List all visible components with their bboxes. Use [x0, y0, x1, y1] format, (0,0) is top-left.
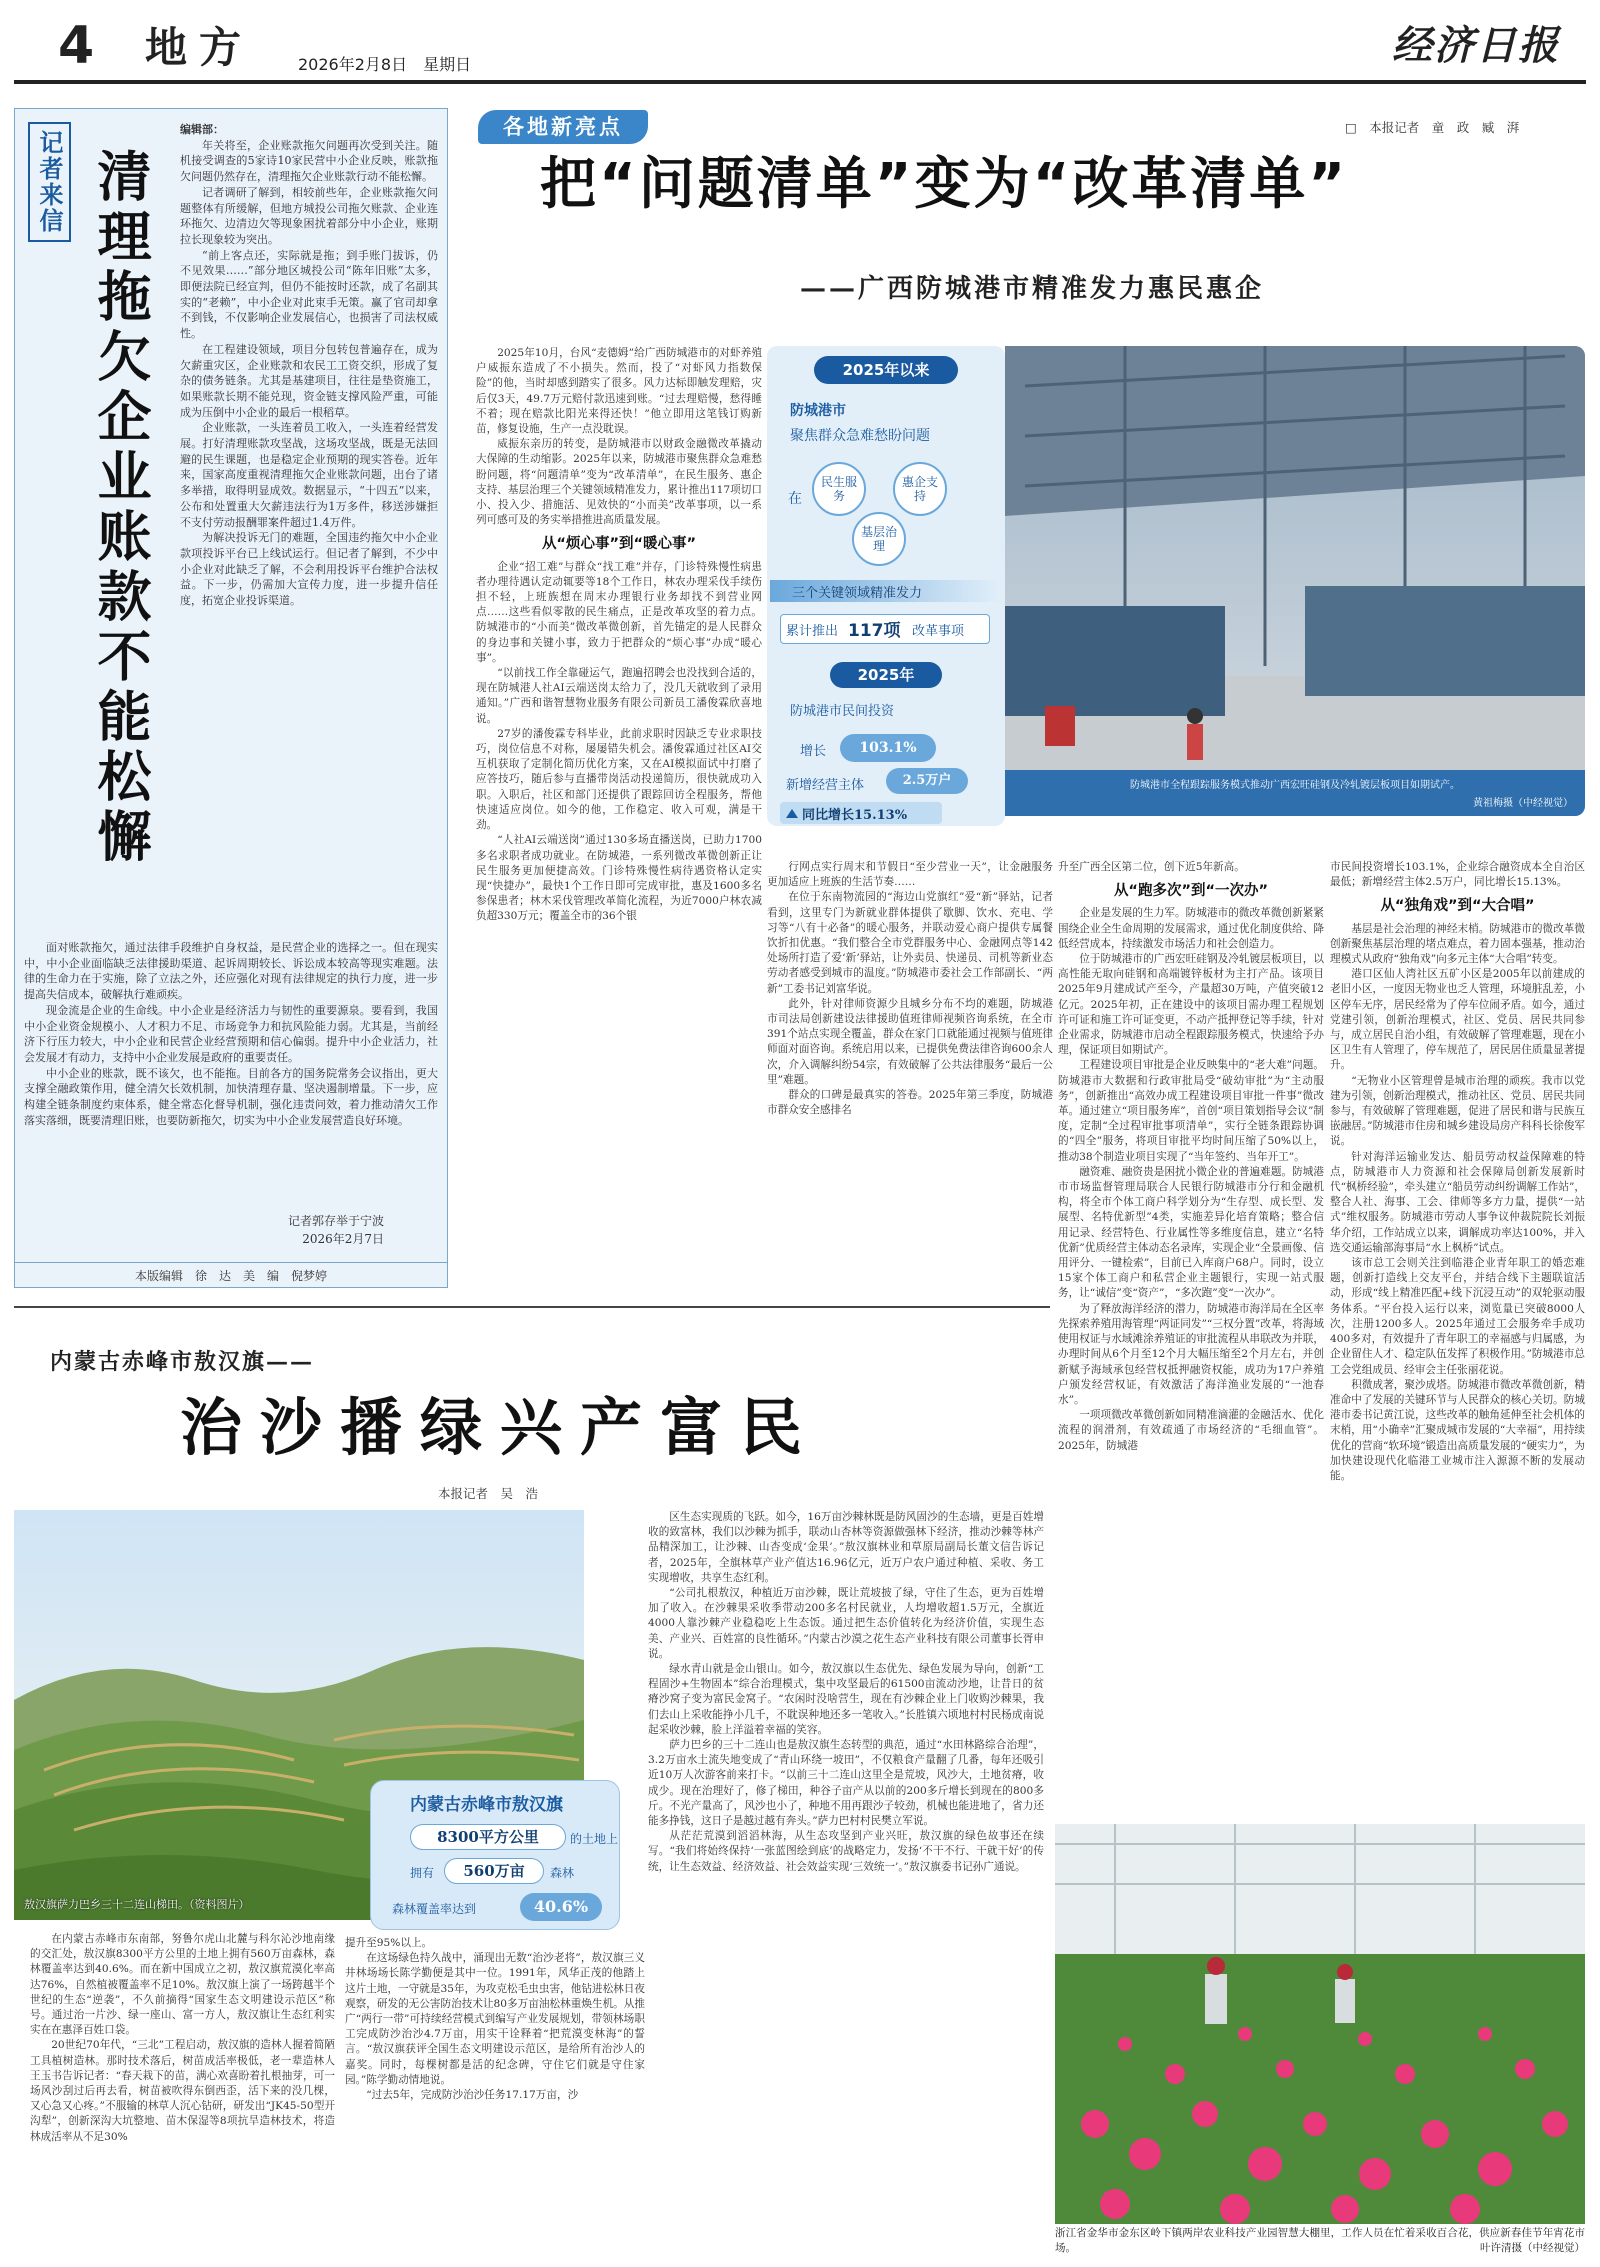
article-paragraph: 升至广西全区第二位，创下近5年新高。 — [1058, 861, 1245, 873]
bottom-col-1 — [30, 1932, 335, 2257]
bottom-kicker: 内蒙古赤峰市敖汉旗—— — [50, 1349, 315, 1375]
letter-paragraph: 现金流是企业的生命线。中小企业是经济活力与韧性的重要源泉。要看到，我国中小企业资金规模小、人才积力不足、市场竞争力和抗风险能力弱。尤其是，当前经济下行压力较大，中小企业和民营企业经营预期和信心偏弱。提升中小企业活力，社会发展才有动力，支持中小企业发展是政府的重要责任。 — [24, 1003, 438, 1064]
lily-greenhouse-photo — [1055, 1824, 1585, 2224]
article-paragraph: “无物业小区管理曾是城市治理的顽疾。我市以党建为引领，创新治理模式，推动社区、党员、居民共同参与，有效破解了管理难题，促进了居民和谐与民族互嵌融居。”防城港市住房和城乡建设局房产科科长徐俊军说。 — [1330, 1074, 1585, 1148]
article-paragraph: 市民间投资增长103.1%，企业综合融资成本全自治区最低；新增经营主体2.5万户，同比增长15.13%。 — [1330, 861, 1585, 889]
tag-label: 各地新亮点 — [503, 115, 623, 139]
main-col-1 — [476, 346, 762, 1266]
article-paragraph: 27岁的潘俊霖专科毕业，此前求职时因缺乏专业求职技巧，岗位信息不对称，屡屡错失机会。潘俊霖通过社区AI交互机获取了定制化简历优化方案，又在AI模拟面试中打磨了应答技巧，随后参与直播带岗活动投递简历，很快就成功入职。入职后，社区和部门还提供了跟踪回访全程服务，帮他快速适应岗位。如今的他，工作稳定、收入可观，满是干劲。 — [476, 727, 762, 832]
info-circle-governance: 基层治理 — [852, 512, 906, 566]
main-col-3 — [1058, 860, 1324, 1820]
factory-photo — [1005, 346, 1585, 816]
terraces-caption: 敖汉旗萨力巴乡三十二连山梯田。（资料图片） — [24, 1898, 250, 1911]
article-paragraph: 萨力巴乡的三十二连山也是敖汉旗生态转型的典范，通过“水田林路综合治理”，3.2万亩水土流失地变成了“青山环绕一坡田”，不仅粮食产量翻了几番，每年还吸引近10万人次游客前来打卡。“以前三十二连山这里全是荒坡，风沙大，土地贫瘠，收成少。现在治理好了，修了梯田，种谷子亩产从以前的200多斤增长到现在的800多斤。不光产量高了，风沙也小了，种地不用再跟沙子较劲，机械也能进地了，省力还能多挣钱，这日子是越过越有奔头。”萨力巴村村民樊立军说。 — [648, 1739, 1044, 1828]
info-new-value: 2.5万户 — [886, 768, 968, 794]
letter-paragraph: 企业账款，一头连着员工收入，一头连着经营发展。打好清理账款攻坚战，这场攻坚战，既是无法回避的民生课题，也是稳定企业预期的现实答卷。近年来，国家高度重视清理拖欠企业账款问题，出台了诸多举措，取得明显成效。数据显示，“十四五”以来，公布和处置重大欠薪违法行为1万多件，移送涉嫌拒不支付劳动报酬罪案件超过1.4万件。 — [180, 421, 438, 529]
article-paragraph: “公司扎根敖汉，种植近万亩沙棘，既让荒坡披了绿，守住了生态，更为百姓增加了收入。在沙棘果采收季带动200多名村民就业，人均增收超1.5万元，全旗近4000人靠沙棘产业稳稳吃上生态饭。通过把生态价值转化为经济价值，实现生态美、产业兴、百姓富的良性循环。”内蒙古沙漠之花生态产业科技有限公司董事长胥申说。 — [648, 1587, 1044, 1660]
info-count-value: 117项 — [848, 621, 901, 641]
info-at: 在 — [788, 491, 802, 507]
article-paragraph: 在内蒙古赤峰市东南部，努鲁尔虎山北麓与科尔沁沙地南缘的交汇处，敖汉旗8300平方公里的土地上拥有560万亩森林，森林覆盖率达到40.6%。而在新中国成立之初，敖汉旗荒漠化率高达76%，自然植被覆盖率不足10%。敖汉旗上演了一场跨越半个世纪的生态“逆袭”，不久前摘得“国家生态文明建设示范区”称号。通过治一片沙、绿一座山、富一方人，敖汉旗让生态红利实实在在惠泽百姓口袋。 — [30, 1933, 335, 2037]
info-count-prefix: 累计推出 — [786, 624, 839, 639]
article-paragraph: 港口区仙人湾社区五矿小区是2005年以前建成的老旧小区，一度因无物业也乏人管理，环境脏乱差，小区停车无序，居民经常为了停车位闹矛盾。如今，通过党建引领，创新治理模式，社区、党员、居民共同参与，成立居民自治小组，有效破解了管理难题，现在小区卫生有人管理了，停车规范了，居民居住质量显著提升。 — [1330, 968, 1585, 1072]
info-invest-title: 防城港市民间投资 — [790, 704, 895, 719]
lily-caption: 浙江省金华市金东区岭下镇两岸农业科技产业园智慧大棚里，工作人员在忙着采收百合花，供应新春佳节年宵花市场。 — [1055, 2227, 1585, 2254]
issue-date: 2026年2月8日 星期日 — [298, 55, 472, 74]
bottom-info-area: 8300平方公里 — [410, 1824, 566, 1850]
subhead-2: 从“跑多次”到“一次办” — [1113, 883, 1269, 900]
section-title: 地方 — [145, 23, 254, 72]
article-paragraph: 一项项微改革微创新如同精准滴灌的金融活水、优化流程的润滑剂，有效疏通了市场经济的“毛细血管”。2025年，防城港 — [1058, 1409, 1324, 1452]
letter-signature: 记者郭存举于宁波 — [287, 1214, 384, 1228]
main-subtitle: ——广西防城港市精准发力惠民惠企 — [800, 274, 1265, 304]
article-paragraph: “过去5年，完成防沙治沙任务17.17万亩，沙 — [366, 2089, 579, 2102]
letter-body-narrow — [180, 122, 438, 934]
factory-caption-bar — [1005, 770, 1585, 816]
article-paragraph: 积微成著，聚沙成塔。防城港市微改革微创新，精准命中了发展的关键环节与人民群众的核心关切。防城港市委书记黄江说，这些改革的触角延伸至社会机体的末梢，用“小确幸”汇聚成城市发展的“大幸福”，用持续优化的营商“软环境”锻造出高质量发展的“硬实力”，为加快建设现代化临港工业城市注入源源不断的发展动能。 — [1330, 1378, 1585, 1482]
article-paragraph: 行网点实行周末和节假日“至少营业一天”，让金融服务更加适应上班族的生活节奏…… — [767, 861, 1053, 889]
article-paragraph: 从茫茫荒漠到滔滔林海，从生态攻坚到产业兴旺，敖汉旗的绿色故事还在续写。“我们将始终保持‘一张蓝图绘到底’的战略定力，发扬‘不干不行、干就干好’的传统，让生态效益、经济效益、社会效益实现‘三效统一’。”敖汉旗委书记孙广通说。 — [648, 1830, 1044, 1873]
info-new-label: 新增经营主体 — [786, 778, 865, 793]
factory-credit: 黄祖梅摄（中经视觉） — [1473, 798, 1573, 809]
letter-paragraph: 在工程建设领域，项目分包转包普遍存在，成为欠薪重灾区，企业账款和农民工工资交织，形成了复杂的债务链条。尤其是基建项目，往往是垫资施工，如果账款长期不能兑现，资金链支撑风险严重，可能成为压倒中小企业的最后一根稻草。 — [180, 342, 438, 419]
bottom-info-forest: 560万亩 — [444, 1858, 544, 1884]
main-headline: 把“问题清单”变为“改革清单” — [540, 152, 1349, 217]
letter-greeting: 编辑部： — [180, 123, 224, 136]
article-paragraph: 企业是发展的生力军。防城港市的微改革微创新紧紧围绕企业全生命周期的发展需求，通过优化制度供给、降低经营成本，持续激发市场活力和社会创造力。 — [1058, 907, 1324, 950]
bottom-info-forest-prefix: 拥有 — [410, 1866, 435, 1880]
article-paragraph: 为了释放海洋经济的潜力，防城港市海洋局在全区率先探索养殖用海管理“两证同发”“三权分置”改革，将海域使用权证与水域滩涂养殖证的审批流程从串联改为并联，办理时间从6个月至12个月大幅压缩至2个月左右，并创新赋予海域承包经营权抵押融资权能，成功为17户养殖户颁发经营权证，有效激活了海洋渔业发展的“一池春水”。 — [1058, 1302, 1324, 1406]
article-paragraph: 威振东亲历的转变，是防城港市以财政金融微改革撬动大保障的生动缩影。2025年以来，防城港市聚焦群众急难愁盼问题，将“问题清单”变为“改革清单”，在民生服务、惠企支持、基层治理三个关键领域精准发力，累计推出117项切口小、投入少、措施活、见效快的“小而美”改革事项，以一系列可感可及的务实举措推进高质量发展。 — [476, 438, 762, 527]
info-count-suffix: 改革事项 — [912, 624, 965, 639]
info-yoy: 同比增长15.13% — [802, 807, 908, 823]
letter-paragraph: 中小企业的账款，既不该欠，也不能拖。目前各方的国务院常务会议指出，更大支撑全融政策作用，健全清欠长效机制，加快清理存量、坚决遏制增量。下一步，应构建全链条制度约束体系，健全常态化督导机制，强化违责问效，着力推动清欠工作落实落细，既要清理旧账，也要防新拖欠，切实为中小企业发展营造良好环境。 — [24, 1066, 438, 1127]
article-paragraph: 融资难、融资贵是困扰小微企业的普遍难题。防城港市市场监督管理局联合人民银行防城港市分行和金融机构，将全市个体工商户科学划分为“生存型、成长型、发展型、名特优新型”4类，实施差异化培育策略；整合信用记录、经营特色、行业属性等多维度信息，建立“名特优新”优质经营主体动态名录库，实现企业“全景画像、信用评分、一键检索”，目前已入库商户68户。同时，设立15家个体工商户和私营企业主题银行，实现一站式服务，让“诚信”变“资产”，“多次跑”变“一次办”。 — [1058, 1165, 1324, 1300]
info-focus: 聚焦群众急难愁盼问题 — [790, 428, 930, 444]
article-paragraph: 此外，针对律师资源少且城乡分布不均的难题，防城港市司法局创新建设法律援助值班律师视频咨询系统，在全市391个站点实现全覆盖，群众在家门口就能通过视频与值班律师面对面咨询。系统启用以来，已提供免费法律咨询600余人次，介入调解纠纷54宗，有效破解了公共法律服务“最后一公里”难题。 — [767, 997, 1053, 1086]
article-paragraph: 企业“招工难”与群众“找工难”并存，门诊特殊慢性病患者办理待遇认定动辄要等18个工作日，林农办理采伐手续伤担不轻，上班族想在周末办理银行业务却找不到营业网点……这些看似零散的民生痛点，正是改革攻坚的着力点。防城港市的“小而美”微改革微创新，首先锚定的是人民群众的身边事和关键小事，致力于把群众的“烦心事”办成“暖心事”。 — [476, 560, 762, 664]
article-paragraph: 针对海洋运输业发达、船员劳动权益保障难的特点，防城港市人力资源和社会保障局创新发展新时代“枫桥经验”，牵头建立“船员劳动纠纷调解工作站”，整合人社、海事、工会、律师等多方力量，提供“一站式”维权服务。防城港市劳动人事争议仲裁院院长刘振华介绍，工作站成立以来，调解成功率达100%，并入选交通运输部海事局“水上枫桥”试点。 — [1330, 1150, 1585, 1254]
main-col-2 — [767, 860, 1053, 1270]
lily-credit: 叶许清摄（中经视觉） — [1480, 2242, 1585, 2254]
article-paragraph: 位于防城港市的广西宏旺硅钢及冷轧镀层板项目，以高性能无取向硅钢和高端镀锌板材为主打产品。该项目2025年9月建成试产至今，产量超30万吨，产值突破12亿元。2025年初，正在建设中的该项目需办理工程规划许可证和施工许可证变更，不动产抵押登记等手续，针对企业需求，防城港市启动全程跟踪服务模式，快速给予办理，保证项目如期试产。 — [1058, 953, 1324, 1057]
article-paragraph: “以前找工作全靠碰运气，跑遍招聘会也没找到合适的，现在防城港人社AI云端送岗太给力了，没几天就收到了录用通知。”广西和谐智慧物业服务有限公司新员工潘俊霖欣喜地说。 — [476, 667, 762, 725]
bottom-col-2 — [345, 1936, 645, 2257]
factory-caption: 防城港市全程跟踪服务模式推动广西宏旺硅钢及冷轧镀层板项目如期试产。 — [1130, 780, 1460, 791]
letter-paragraph: 记者调研了解到，相较前些年，企业账款拖欠问题整体有所缓解，但地方城投公司拖欠账款、企业连环拖欠、边清边欠等现象困扰着部分中小企业，账期拉长现象较为突出。 — [180, 185, 438, 246]
bottom-info-cover: 40.6% — [520, 1893, 602, 1921]
bottom-info-title: 内蒙古赤峰市敖汉旗 — [410, 1795, 563, 1815]
article-paragraph: 该市总工会则关注到临港企业青年职工的婚恋难题，创新打造线上交友平台，并结合线下主题联谊活动，形成“线上精准匹配+线下沉浸互动”的双轮驱动服务体系。“平台投入运行以来，浏览量已突破8000人次，注册1200多人。2025年通过工会服务牵手成功400多对，有效提升了青年职工的幸福感与归属感，为企业留住人才、稳定队伍发挥了积极作用。”防城港市总工会党组成员、经审会主任张丽花说。 — [1330, 1257, 1585, 1376]
article-paragraph: 工程建设项目审批是企业反映集中的“老大难”问题。防城港市大数据和行政审批局受“破幼审批”为“主动服务”，创新推出“高效办成工程建设项目审批一件事”微改革。通过建立“项目服务库”，首创“项目策划指导会议”制度，定制“全过程审批事项清单”，实行全链条跟踪协调的“四全”服务，将项目审批平均时间压缩了50%以上，推动38个制造业项目实现了“当年签约、当年开工”。 — [1058, 1059, 1324, 1163]
bottom-section-rule — [14, 1306, 1050, 1308]
article-paragraph: 在这场绿色持久战中，涌现出无数“治沙老将”，敖汉旗三义井林场场长陈学勤便是其中一位。1991年，风华正茂的他踏上这片土地，一守就是35年，为攻克松毛虫虫害，他钻进松林日夜观察，研发的无公害防治技术让80多万亩油松林重焕生机。从推广“两行一带”可持续经营模式到编写产业发展规划，带领林场职工完成防沙治沙4.7万亩，用实干诠释着“把荒漠变林海”的誓言。“敖汉旗获评全国生态文明建设示范区，是给所有治沙人的嘉奖。同时，每棵树都是活的纪念碑，守住它们就是守住家园。”陈学勤动情地说。 — [345, 1952, 645, 2086]
letter-body-wide — [24, 940, 438, 1210]
info-bar-label: 三个关键领域精准发力 — [792, 586, 923, 601]
bottom-headline: 治沙播绿兴产富民 — [180, 1391, 821, 1464]
letter-paragraph: 为解决投诉无门的难题，全国违约拖欠中小企业款项投诉平台已上线试运行。但记者了解到，不少中小企业对此缺乏了解，不会利用投诉平台维护合法权益。下一步，仍需加大宣传力度，进一步提升信任度，拓宽企业投诉渠道。 — [180, 531, 438, 608]
newspaper-logo: 经济日报 — [1392, 22, 1560, 69]
article-paragraph: 提升至95%以上。 — [345, 1937, 433, 1949]
page-editors: 本版编辑 徐 达 美 编 倪梦婷 — [14, 1262, 448, 1284]
article-paragraph: 2025年10月，台风“麦德姆”给广西防城港市的对虾养殖户威振东造成了不小损失。然而，投了“对虾风力指数保险”的他，当时却感到踏实了很多。风力达标即触发理赔，灾后仅3天，49.7万元赔付款迅速到账。“过去理赔慢，愁得睡不着；现在赔款比阳光来得还快！”他立即用这笔钱订购新苗，修复设施，生产一点没耽误。 — [476, 347, 762, 436]
info-growth-label: 增长 — [800, 744, 827, 759]
up-arrow-icon — [786, 809, 798, 818]
bottom-col-3 — [648, 1510, 1044, 2257]
article-paragraph: 基层是社会治理的神经末梢。防城港市的微改革微创新聚焦基层治理的堵点难点，着力固本强基，推动治理模式从政府“独角戏”向多元主体“大合唱”转变。 — [1330, 922, 1585, 966]
info-growth-value: 103.1% — [840, 734, 936, 762]
info-circle-enterprise: 惠企支持 — [893, 462, 947, 516]
article-paragraph: 在位于东南物流园的“海边山党旗红”爱“新”驿站，记者看到，这里专门为新就业群体提供了歇脚、饮水、充电、学习等“八有十必备”的暖心服务，并联动爱心商户提供专属餐饮折扣优惠。“我们整合全市党群服务中心、金融网点等142处场所打造了爱‘新’驿站，让外卖员、快递员、司机等新业态劳动者感受到城市的温度。”防城港市委社会工作部副长、“两新”工委书记刘富华说。 — [767, 891, 1053, 995]
subhead-1: 从“烦心事”到“暖心事” — [541, 536, 697, 553]
bottom-info-cover-label: 森林覆盖率达到 — [392, 1902, 477, 1916]
article-paragraph: 区生态实现质的飞跃。如今，16万亩沙棘林既是防风固沙的生态墙，更是百姓增收的致富林，我们以沙棘为抓手，联动山杏林等资源做强林下经济，推动沙棘等林产品精深加工，让沙棘、山杏变成‘金果’。”敖汉旗林业和草原局副局长董文信告诉记者，2025年，全旗林草产业产值达16.96亿元，近万户农户通过种植、采收、务工实现增收，共享生态红利。 — [648, 1511, 1044, 1584]
info-circle-livelihood: 民生服务 — [812, 462, 866, 516]
main-col-4 — [1330, 860, 1585, 1820]
letter-paragraph: 面对账款拖欠，通过法律手段维护自身权益，是民营企业的选择之一。但在现实中，中小企业面临缺乏法律援助渠道、起诉周期较长、诉讼成本较高等现实难题。法律的生命力在于实施，除了立法之外，还应强化对现有法律规定的执行力度，进一步提高失信成本，破解执行难顽疾。 — [24, 941, 438, 1002]
letter-headline: 清理拖欠企业账款不能松懈 — [89, 148, 152, 868]
page-number: 4 — [58, 16, 95, 76]
info-yoy-box — [780, 802, 942, 824]
bottom-byline: 本报记者 吴 浩 — [438, 1486, 539, 1501]
info-year2-badge: 2025年 — [830, 662, 942, 688]
info-city: 防城港市 — [790, 403, 846, 419]
info-year-badge: 2025年以来 — [814, 356, 958, 384]
article-paragraph: 群众的口碑是最真实的答卷。2025年第三季度，防城港市群众安全感排名 — [767, 1089, 1053, 1117]
bottom-info-area-suffix: 的土地上 — [570, 1832, 619, 1846]
letter-paragraph: 年关将至，企业账款拖欠问题再次受到关注。随机接受调查的5家诗10家民营中小企业反映，账款拖欠问题仍然存在，清理拖欠企业账款行动不能松懈。 — [180, 138, 438, 184]
article-paragraph: 20世纪70年代，“三北”工程启动，敖汉旗的造林人握着简陋工具植树造林。那时技术落后，树苗成活率极低，老一辈造林人王玉书告诉记者：“春天栽下的苗，满心欢喜盼着扎根抽芽，可一场风沙刮过后再去看，树苗被吹得东倒西歪，活下来的没几棵，又心急又心疼。”不服输的林草人沉心钻研，研发出“JK45-50型开沟犁”，创新深沟大坑整地、苗木保湿等8项抗旱造林技术，将造林成活率从不足30% — [30, 2039, 335, 2143]
article-paragraph: “人社AI云端送岗”通过130多场直播送岗，已助力1700多名求职者成功就业。在防城港，一系列微改革微创新正让民生服务更加便捷高效。门诊特殊慢性病待遇资格认定实现“快捷办”，最快1个工作日即可完成审批，惠及1600多名参保患者；林木采伐管理改革简化流程，为近7000户林农减负超330万元；覆盖全市的36个银 — [476, 834, 762, 923]
lily-caption-block — [1055, 2226, 1585, 2256]
header-rule — [14, 80, 1586, 84]
subhead-3: 从“独角戏”到“大合唱” — [1380, 898, 1535, 915]
main-byline: □ 本报记者 童 政 臧 湃 — [1345, 120, 1520, 135]
letter-paragraph: “前上客点还，实际就是拖；到手账门拔诉，仍不见效果……”部分地区城投公司“陈年旧账”太多，即便法院已经宣判，但仍不能按时还款，成了名副其实的“老赖”，中小企业对此束手无策。赢了官司却拿不到钱，不仅影响企业发展信心，也损害了司法权威性。 — [180, 248, 438, 341]
bottom-info-forest-suffix: 森林 — [550, 1866, 575, 1880]
letter-kicker: 记者来信 — [28, 122, 71, 242]
letter-sig-date: 2026年2月7日 — [302, 1232, 384, 1246]
article-paragraph: 绿水青山就是金山银山。如今，敖汉旗以生态优先、绿色发展为导向，创新“工程固沙+生物固本”综合治理模式，集中攻坚最后的61500亩流动沙地，让昔日的贫瘠沙窝子变为富民金窝子。“农闲时没啥营生，现在有沙棘企业上门收购沙棘果，我们去山上采收能挣小几千，不耽误种地还多一笔收入。”长胜镇六顷地村村民杨成南说起采收沙棘，脸上洋溢着幸福的笑容。 — [648, 1663, 1044, 1736]
